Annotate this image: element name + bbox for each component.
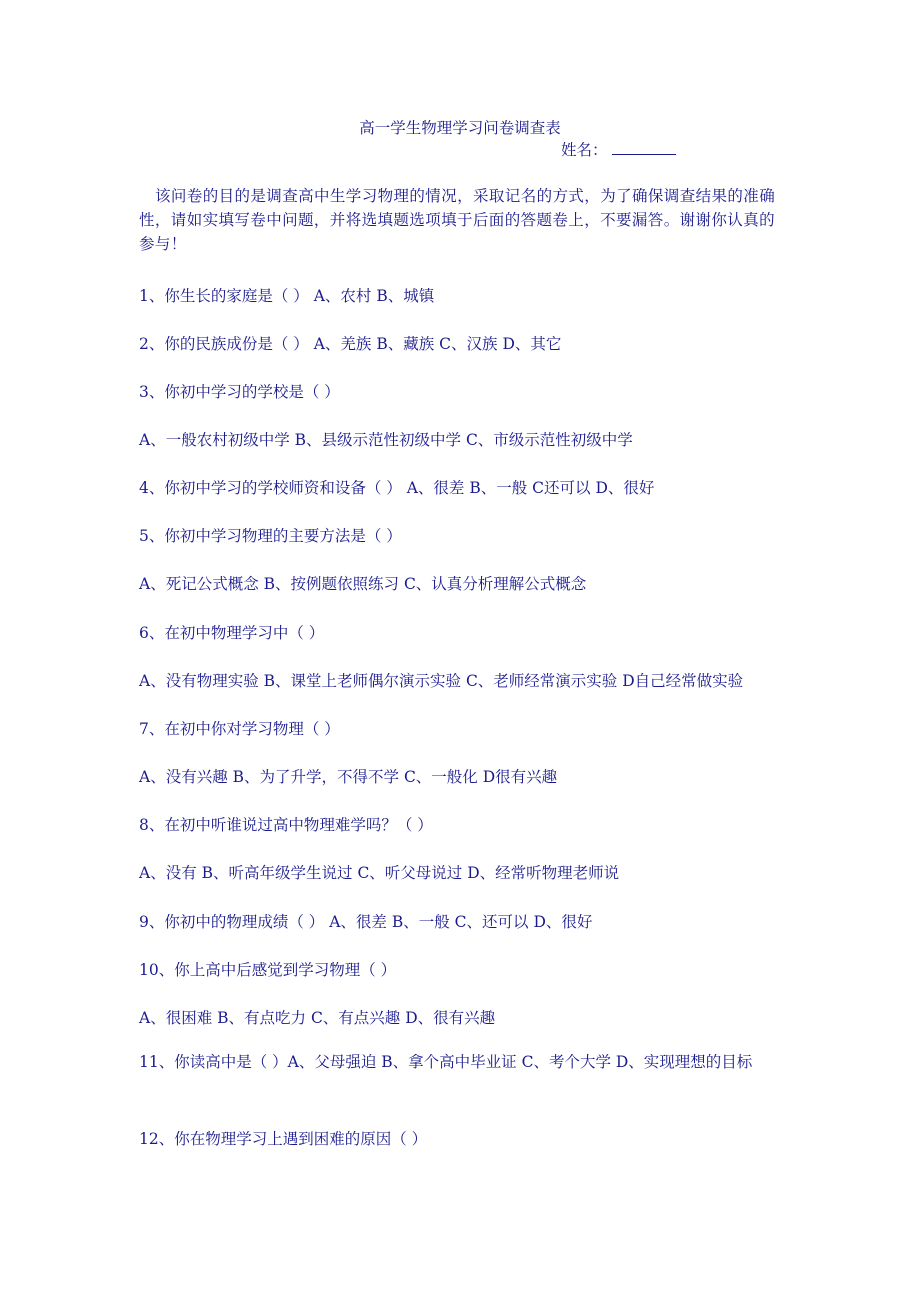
question-line: 2、你的民族成份是（ ） A、羌族 B、藏族 C、汉族 D、其它 bbox=[139, 335, 562, 353]
question-line: 4、你初中学习的学校师资和设备（ ） A、很差 B、一般 C还可以 D、很好 bbox=[139, 479, 655, 497]
options-line: A、死记公式概念 B、按例题依照练习 C、认真分析理解公式概念 bbox=[139, 575, 587, 593]
options-line: A、没有兴趣 B、为了升学，不得不学 C、一般化 D很有兴趣 bbox=[139, 768, 558, 786]
question-line: 5、你初中学习物理的主要方法是（ ） bbox=[139, 527, 402, 545]
name-blank bbox=[612, 140, 676, 155]
question-line: 8、在初中听谁说过高中物理难学吗？（ ） bbox=[139, 816, 433, 834]
question-11: 11、你读高中是（ ）A、父母强迫 B、拿个高中毕业证 C、考个大学 D、实现理想的目标 bbox=[139, 1053, 753, 1071]
options-line: A、很困难 B、有点吃力 C、有点兴趣 D、很有兴趣 bbox=[139, 1009, 496, 1027]
question-line: 6、在初中物理学习中（ ） bbox=[139, 624, 325, 642]
intro-paragraph: 该问卷的目的是调查高中生学习物理的情况，采取记名的方式，为了确保调查结果的准确性，请如实填写卷中问题，并将选填题选项填于后面的答题卷上，不要漏答。谢谢你认真的参与！ bbox=[139, 187, 776, 253]
question-line: 3、你初中学习的学校是（ ） bbox=[139, 383, 340, 401]
question-line: 9、你初中的物理成绩（ ） A、很差 B、一般 C、还可以 D、很好 bbox=[139, 913, 593, 931]
page-title: 高一学生物理学习问卷调查表 bbox=[359, 119, 561, 137]
name-label: 姓名： bbox=[561, 141, 608, 159]
question-line: 7、在初中你对学习物理（ ） bbox=[139, 720, 340, 738]
options-line: A、没有 B、听高年级学生说过 C、听父母说过 D、经常听物理老师说 bbox=[139, 864, 620, 882]
options-line: A、没有物理实验 B、课堂上老师偶尔演示实验 C、老师经常演示实验 D自己经常做实验 bbox=[139, 672, 744, 690]
question-line: 10、你上高中后感觉到学习物理（ ） bbox=[139, 961, 397, 979]
name-field bbox=[561, 138, 676, 160]
options-line: A、一般农村初级中学 B、县级示范性初级中学 C、市级示范性初级中学 bbox=[139, 431, 633, 449]
question-line: 1、你生长的家庭是（ ） A、农村 B、城镇 bbox=[139, 287, 435, 305]
question-12: 12、你在物理学习上遇到困难的原因（ ） bbox=[139, 1130, 428, 1148]
